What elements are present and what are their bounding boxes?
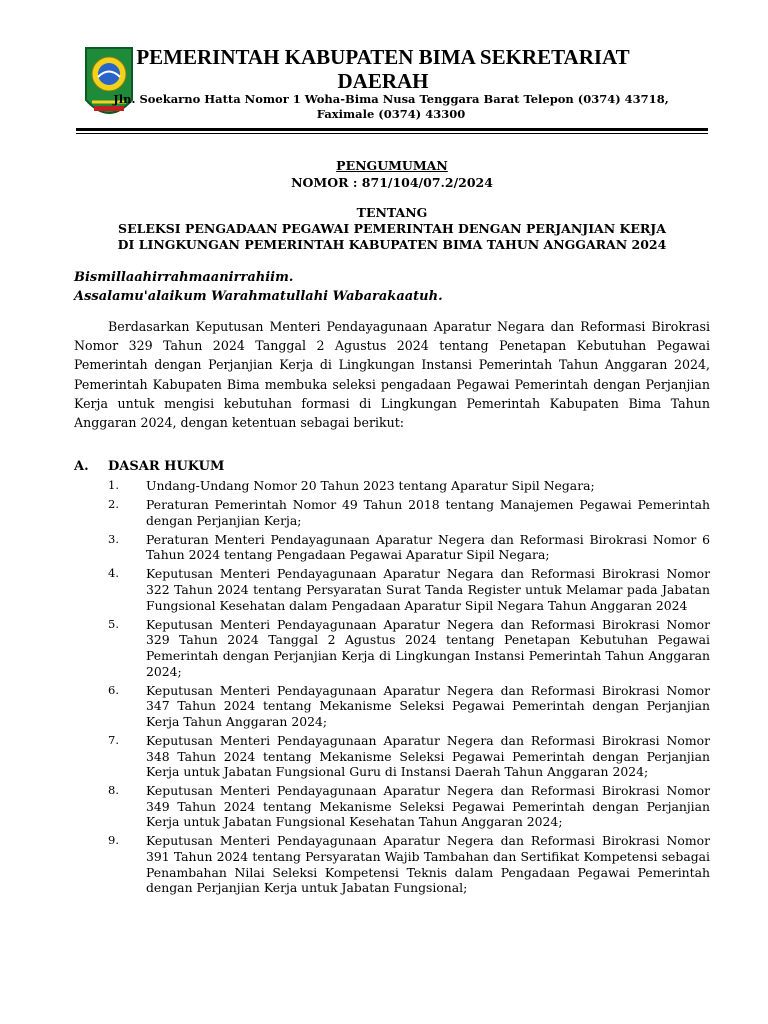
intro-paragraph: Berdasarkan Keputusan Menteri Pendayagunaan Aparatur Negara dan Reformasi Birokrasi Nomor 329 Tahun 2024 Tanggal 2 Agustus 2024 tentang Penetapan Kebutuhan Pegawai Pemerintah dengan Perjanjian Kerja di Lingkungan Instansi Pemerintah Tahun Anggaran 2024, Pemerintah Kabupaten Bima membuka seleksi pengadaan Pegawai Pemerintah dengan Perjanjian Kerja untuk mengisi kebutuhan formasi di Lingkungan Pemerintah Kabupaten Bima Tahun Anggaran 2024, dengan ketentuan sebagai berikut: [74, 319, 710, 431]
legal-basis-list [74, 478, 710, 899]
announcement-label: PENGUMUMAN [336, 158, 448, 173]
list-item: 8. Keputusan Menteri Pendayagunaan Aparatur Negera dan Reformasi Birokrasi Nomor 349 Tahun 2024 tentang Mekanisme Seleksi Pegawai Pemerintah dengan Perjanjian Kerja untuk Jabatan Fungsional Kesehatan Tahun Anggaran 2024; [108, 783, 710, 830]
list-item: 5. Keputusan Menteri Pendayagunaan Aparatur Negera dan Reformasi Birokrasi Nomor 329 Tahun 2024 Tanggal 2 Agustus 2024 tentang Penetapan Kebutuhan Pegawai Pemerintah dengan Perjanjian Kerja di Lingkungan Instansi Pemerintah Tahun Anggaran 2024; [108, 616, 710, 679]
announcement-number: NOMOR : 871/104/07.2/2024 [291, 175, 493, 190]
section-a-letter: A. [74, 459, 89, 474]
greeting-basmalah: Bismillaahirrahmaanirrahiim. [74, 270, 294, 285]
greeting [74, 268, 710, 306]
list-item: 7. Keputusan Menteri Pendayagunaan Aparatur Negera dan Reformasi Birokrasi Nomor 348 Tahun 2024 tentang Mekanisme Seleksi Pegawai Pemerintah dengan Perjanjian Kerja untuk Jabatan Fungsional Guru di Instansi Daerah Tahun Anggaran 2024; [108, 732, 710, 780]
list-item: 2. Peraturan Pemerintah Nomor 49 Tahun 2018 tentang Manajemen Pegawai Pemerintah dengan Perjanjian Kerja; [108, 497, 710, 528]
announcement-about: TENTANG [356, 205, 428, 220]
list-item: 6. Keputusan Menteri Pendayagunaan Aparatur Negera dan Reformasi Birokrasi Nomor 347 Tahun 2024 tentang Mekanisme Seleksi Pegawai Pemerintah dengan Perjanjian Kerja Tahun Anggaran 2024; [108, 682, 710, 729]
list-item: 9. Keputusan Menteri Pendayagunaan Aparatur Negera dan Reformasi Birokrasi Nomor 391 Tahun 2024 tentang Persyaratan Wajib Tambahan dan Sertifikat Kompetensi sebagai Penambahan Nilai Seleksi Kompetensi Teknis dalam Pengadaan Pegawai Pemerintah dengan Perjanjian Kerja untuk Jabatan Fungsional; [108, 833, 710, 896]
letterhead-divider [76, 128, 708, 131]
letterhead-title: PEMERINTAH KABUPATEN BIMA SEKRETARIAT DAERAH [136, 45, 630, 93]
letterhead-divider-thin [76, 133, 708, 134]
list-item: 1. Undang-Undang Nomor 20 Tahun 2023 tentang Aparatur Sipil Negara; [108, 478, 595, 493]
list-item: 3. Peraturan Menteri Pendayagunaan Aparatur Negera dan Reformasi Birokrasi Nomor 6 Tahun 2024 tentang Pengadaan Pegawai Aparatur Sipil Negara; [108, 531, 710, 563]
section-a-title: DASAR HUKUM [108, 459, 225, 474]
greeting-salam: Assalamu'alaikum Warahmatullahi Wabarakaatuh. [74, 289, 443, 304]
announcement-subject-line2: DI LINGKUNGAN PEMERINTAH KABUPATEN BIMA TAHUN ANGGARAN 2024 [117, 237, 667, 252]
letterhead-address: Jln. Soekarno Hatta Nomor 1 Woha-Bima Nusa Tenggara Barat Telepon (0374) 43718, Faximale (0374) 43300 [113, 92, 669, 121]
announcement-subject-line1: SELEKSI PENGADAAN PEGAWAI PEMERINTAH DENGAN PERJANJIAN KERJA [118, 221, 666, 236]
list-item: 4. Keputusan Menteri Pendayagunaan Aparatur Negara dan Reformasi Birokrasi Nomor 322 Tahun 2024 tentang Persyaratan Surat Tanda Register untuk Melamar pada Jabatan Fungsional Kesehatan dalam Pengadaan Aparatur Sipil Negara Tahun Anggaran 2024 [108, 566, 710, 613]
